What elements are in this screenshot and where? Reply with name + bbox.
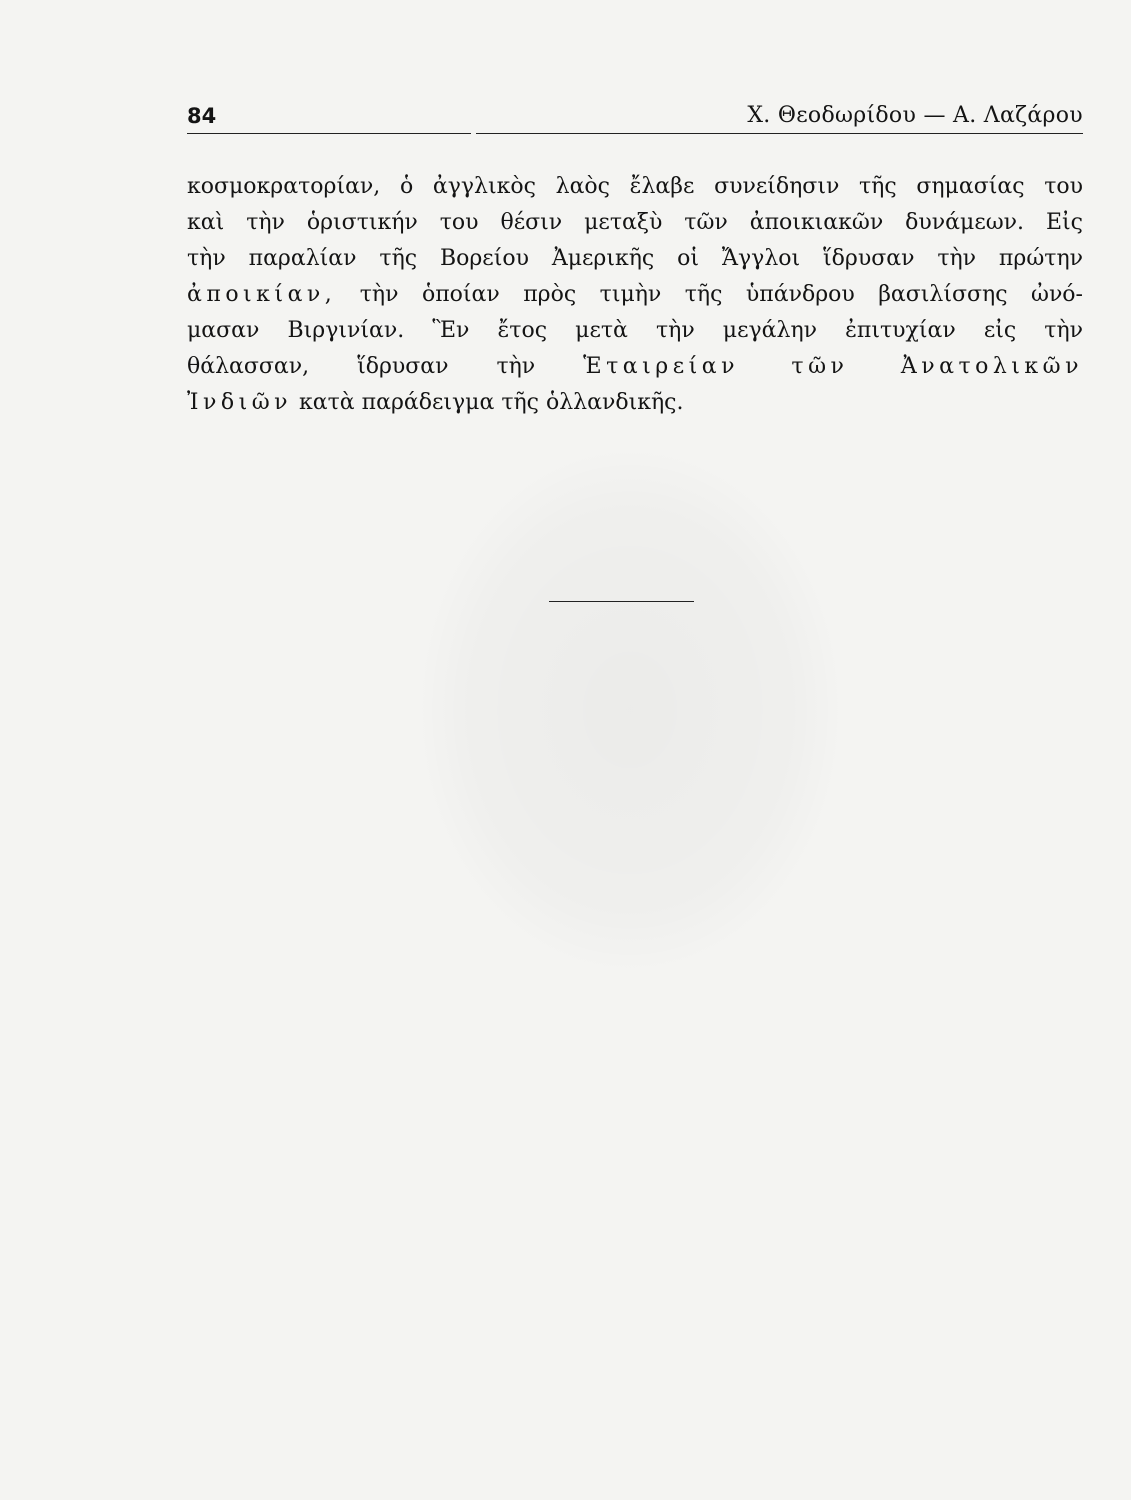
header-rule-right (476, 133, 1083, 134)
text-line-6-lead: θάλασσαν, ἵδρυσαν τὴν (187, 354, 536, 379)
spaced-word-indion: Ἰνδιῶν (187, 390, 293, 415)
text-line-4-rest: τὴν ὁποίαν πρὸς τιμὴν τῆς ὑπάνδρου βασιλίσσης ὠνό- (359, 282, 1083, 307)
text-line-5: μασαν Βιργινίαν. Ἓν ἔτος μετὰ τὴν μεγάλην ἐπιτυχίαν εἰς τὴν (187, 318, 1083, 343)
running-head: Χ. Θεοδωρίδου — Α. Λαζάρου (747, 103, 1083, 128)
text-line-4 (187, 277, 1083, 313)
text-line-6 (187, 349, 1083, 385)
page-header (187, 100, 1083, 134)
text-line-7-rest: κατὰ παράδειγμα τῆς ὁλλανδικῆς. (299, 390, 684, 415)
spaced-word-apoikian: ἀποικίαν, (187, 282, 337, 307)
header-rule-left (187, 133, 471, 134)
reverse-page-bleed-oval (420, 450, 840, 970)
page-number: 84 (187, 104, 217, 128)
text-line-7 (187, 385, 1083, 421)
text-line-2: καὶ τὴν ὁριστικήν του θέσιν μεταξὺ τῶν ἀποικιακῶν δυνάμεων. Εἰς (187, 210, 1083, 235)
text-line-1: κοσμοκρατορίαν, ὁ ἀγγλικὸς λαὸς ἔλαβε συνείδησιν τῆς σημασίας του (187, 174, 1083, 199)
text-line-3: τὴν παραλίαν τῆς Βορείου Ἀμερικῆς οἱ Ἄγγλοι ἵδρυσαν τὴν πρώτην (187, 246, 1083, 271)
section-end-rule (549, 601, 694, 602)
spaced-company-name: Ἑταιρείαν τῶν Ἀνατολικῶν (583, 354, 1083, 379)
body-paragraph (187, 169, 1083, 421)
